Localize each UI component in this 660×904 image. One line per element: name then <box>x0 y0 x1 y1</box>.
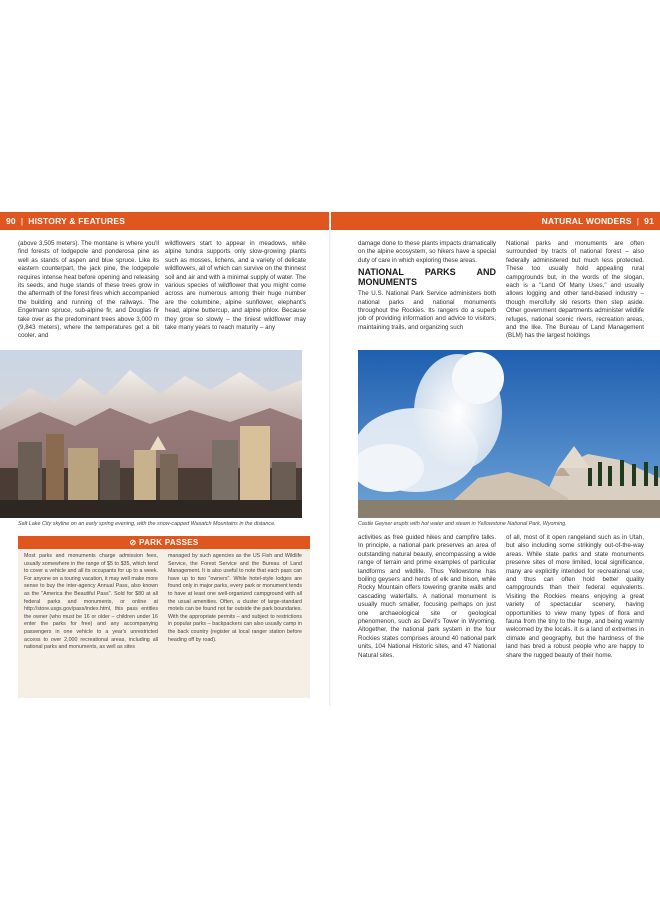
left-section-title: HISTORY & FEATURES <box>28 216 126 226</box>
sidebar-col2-text: managed by such agencies as the US Fish and Wildlife Service, the Forest Service and the Bureau of Land Management. It is also useful to note that each pass can have up to two "owners". While hotel-style lodges are found only in major parks, every park or monument tends to have at least one well-organized campground with all the usual amenities. Often, a cluster of large-standard motels can be found not far outside the park boundaries. With the appropriate permits – and subject to restrictions in popular parks – backpackers can also usually camp in the back country (register at local ranger station before heading off by road). <box>168 553 302 643</box>
right-running-head <box>331 212 660 230</box>
running-head-divider: | <box>636 216 640 226</box>
park-passes-header <box>18 536 310 549</box>
right-photo-caption: Castle Geyser erupts with hot water and steam in Yellowstone National Park, Wyoming. <box>358 521 567 527</box>
left-photo-caption: Salt Lake City skyline on an early spring evening, with the snow-capped Wasatch Mountains in the distance. <box>18 521 276 527</box>
right-col1-bottom-text: activities as free guided hikes and campfire talks. In principle, a national park preserves an area of outstanding natural beauty, encompassing a wide range of terrain and prime examples of particular landforms and wildlife. Thus Yellowstone has boiling geysers and herds of elk and bison, while Rocky Mountain offers towering granite walls and cascading waterfalls. A national monument is usually much smaller, focusing perhaps on just one archaeological site or geological phenomenon, such as Devil's Tower in Wyoming. Altogether, the national park system in the four Rockies states comprises around 40 national park units, 104 National Historic sites, and 47 National Natural sites. <box>358 534 496 659</box>
park-passes-sidebar <box>18 536 310 698</box>
running-head-divider: | <box>20 216 24 226</box>
salt-lake-city-illustration <box>0 350 302 518</box>
book-spread <box>0 212 660 706</box>
right-col2-bottom-text: of all, most of it open rangeland such as in Utah, but also including some strikingly out-of-the-way areas. While state parks and state monuments preserve sites of more limited, local significance, many are explicitly intended for recreational use, and thus can often hold better quality campgrounds than their federal equivalents. Visiting the Rockies means enjoying a great variety of spectacular scenery, having opportunities to view many types of flora and fauna from the tiny to the huge, and being warmly welcomed by the locals. It is a land of extremes in climate and geography, but the hardness of the land has bred a robust people who are happy to share the rugged beauty of their home. <box>506 534 644 659</box>
left-col1-text: (above 3,505 meters). The montane is where you'll find forests of lodgepole and ponderosa pine as well as stands of aspen and blue spruce. Like its eastern counterpart, the jack pine, the lodgepole requires intense heat before opening and releasing its seeds, and huge stands of these trees grow in the aftermath of the forest fires which accompanied the building and running of the railways. The Engelmann spruce, sub-alpine fir, and Douglas fir take over as the predominant trees above 3,000 m (9,843 meters), where the temperatures get a bit cooler, and <box>18 240 159 340</box>
park-passes-title: PARK PASSES <box>139 538 199 547</box>
castle-geyser-illustration <box>358 350 660 518</box>
right-col2-top-text: National parks and monuments are often surrounded by tracts of national forest – also federally administered but much less protected. These too usually hold appealing rural campgrounds but, in the words of the slogan, each is a "Land Of Many Uses," and usually allows logging and other land-based industry – though mercifully ski resorts then step aside. Other government departments administer wildlife refuges, national scenic rivers, recreation areas, and the like. The Bureau of Land Management (BLM) has the largest holdings <box>506 240 644 340</box>
right-col1-mid-text: The U.S. National Park Service administers both national parks and national monuments throughout the Rockies. Its rangers do a superb job of providing information and advice to visitors, maintaining trails, and organizing such <box>358 290 496 331</box>
left-running-head <box>0 212 329 230</box>
page-gutter <box>329 212 331 706</box>
national-parks-heading: NATIONAL PARKS AND MONUMENTS <box>358 267 496 288</box>
right-column-2-top <box>506 240 644 341</box>
salt-lake-city-photo <box>0 350 302 518</box>
left-column-1 <box>18 240 159 341</box>
sidebar-column-1 <box>24 553 158 654</box>
left-col2-text: wildflowers start to appear in meadows, while alpine tundra supports only slow-growing plants such as mosses, lichens, and a variety of delicate wildflowers, all of which can survive on the thinnest soil and air and with a minimal supply of water. The various species of wildflower that you might come across are numerous among their huge number are the columbine, alpine sunflower, elephant's head, alpine buttercup, and alpine phlox. Because they grow so slowly – the tiniest wildflower may take many years to reach maturity – any <box>165 240 306 332</box>
right-column-2-bottom <box>506 534 644 660</box>
left-column-2 <box>165 240 306 332</box>
right-section-title: NATURAL WONDERS <box>541 216 632 226</box>
right-column-1-top <box>358 240 496 332</box>
right-page-number: 91 <box>644 216 654 226</box>
sidebar-column-2 <box>168 553 302 646</box>
sidebar-col1-text: Most parks and monuments charge admission fees, usually somewhere in the range of $5 to $35, which tend to cover a vehicle and all its occupants for up to a week. For anyone on a touring vacation, it may well make more sense to buy the inter-agency Annual Pass, also known as the "America the Beautiful Pass". Sold for $80 at all federal parks and monuments, or online at http://store.usgs.gov/pass/index.html, this pass entitles the owner (who must be 16 or older – children under 16 enter the parks for free) and any accompanying passengers in one vehicle to a year's unrestricted access to over 2,000 recreational areas, including all national parks and monuments, as well as sites <box>24 553 158 651</box>
park-passes-icon: ⊘ <box>129 538 140 547</box>
right-column-1-bottom <box>358 534 496 660</box>
castle-geyser-photo <box>358 350 660 518</box>
left-page-number: 90 <box>6 216 16 226</box>
right-col1-top-text: damage done to these plants impacts dramatically on the alpine ecosystem, so hikers have a special duty of care in which exploring these areas. <box>358 240 496 264</box>
